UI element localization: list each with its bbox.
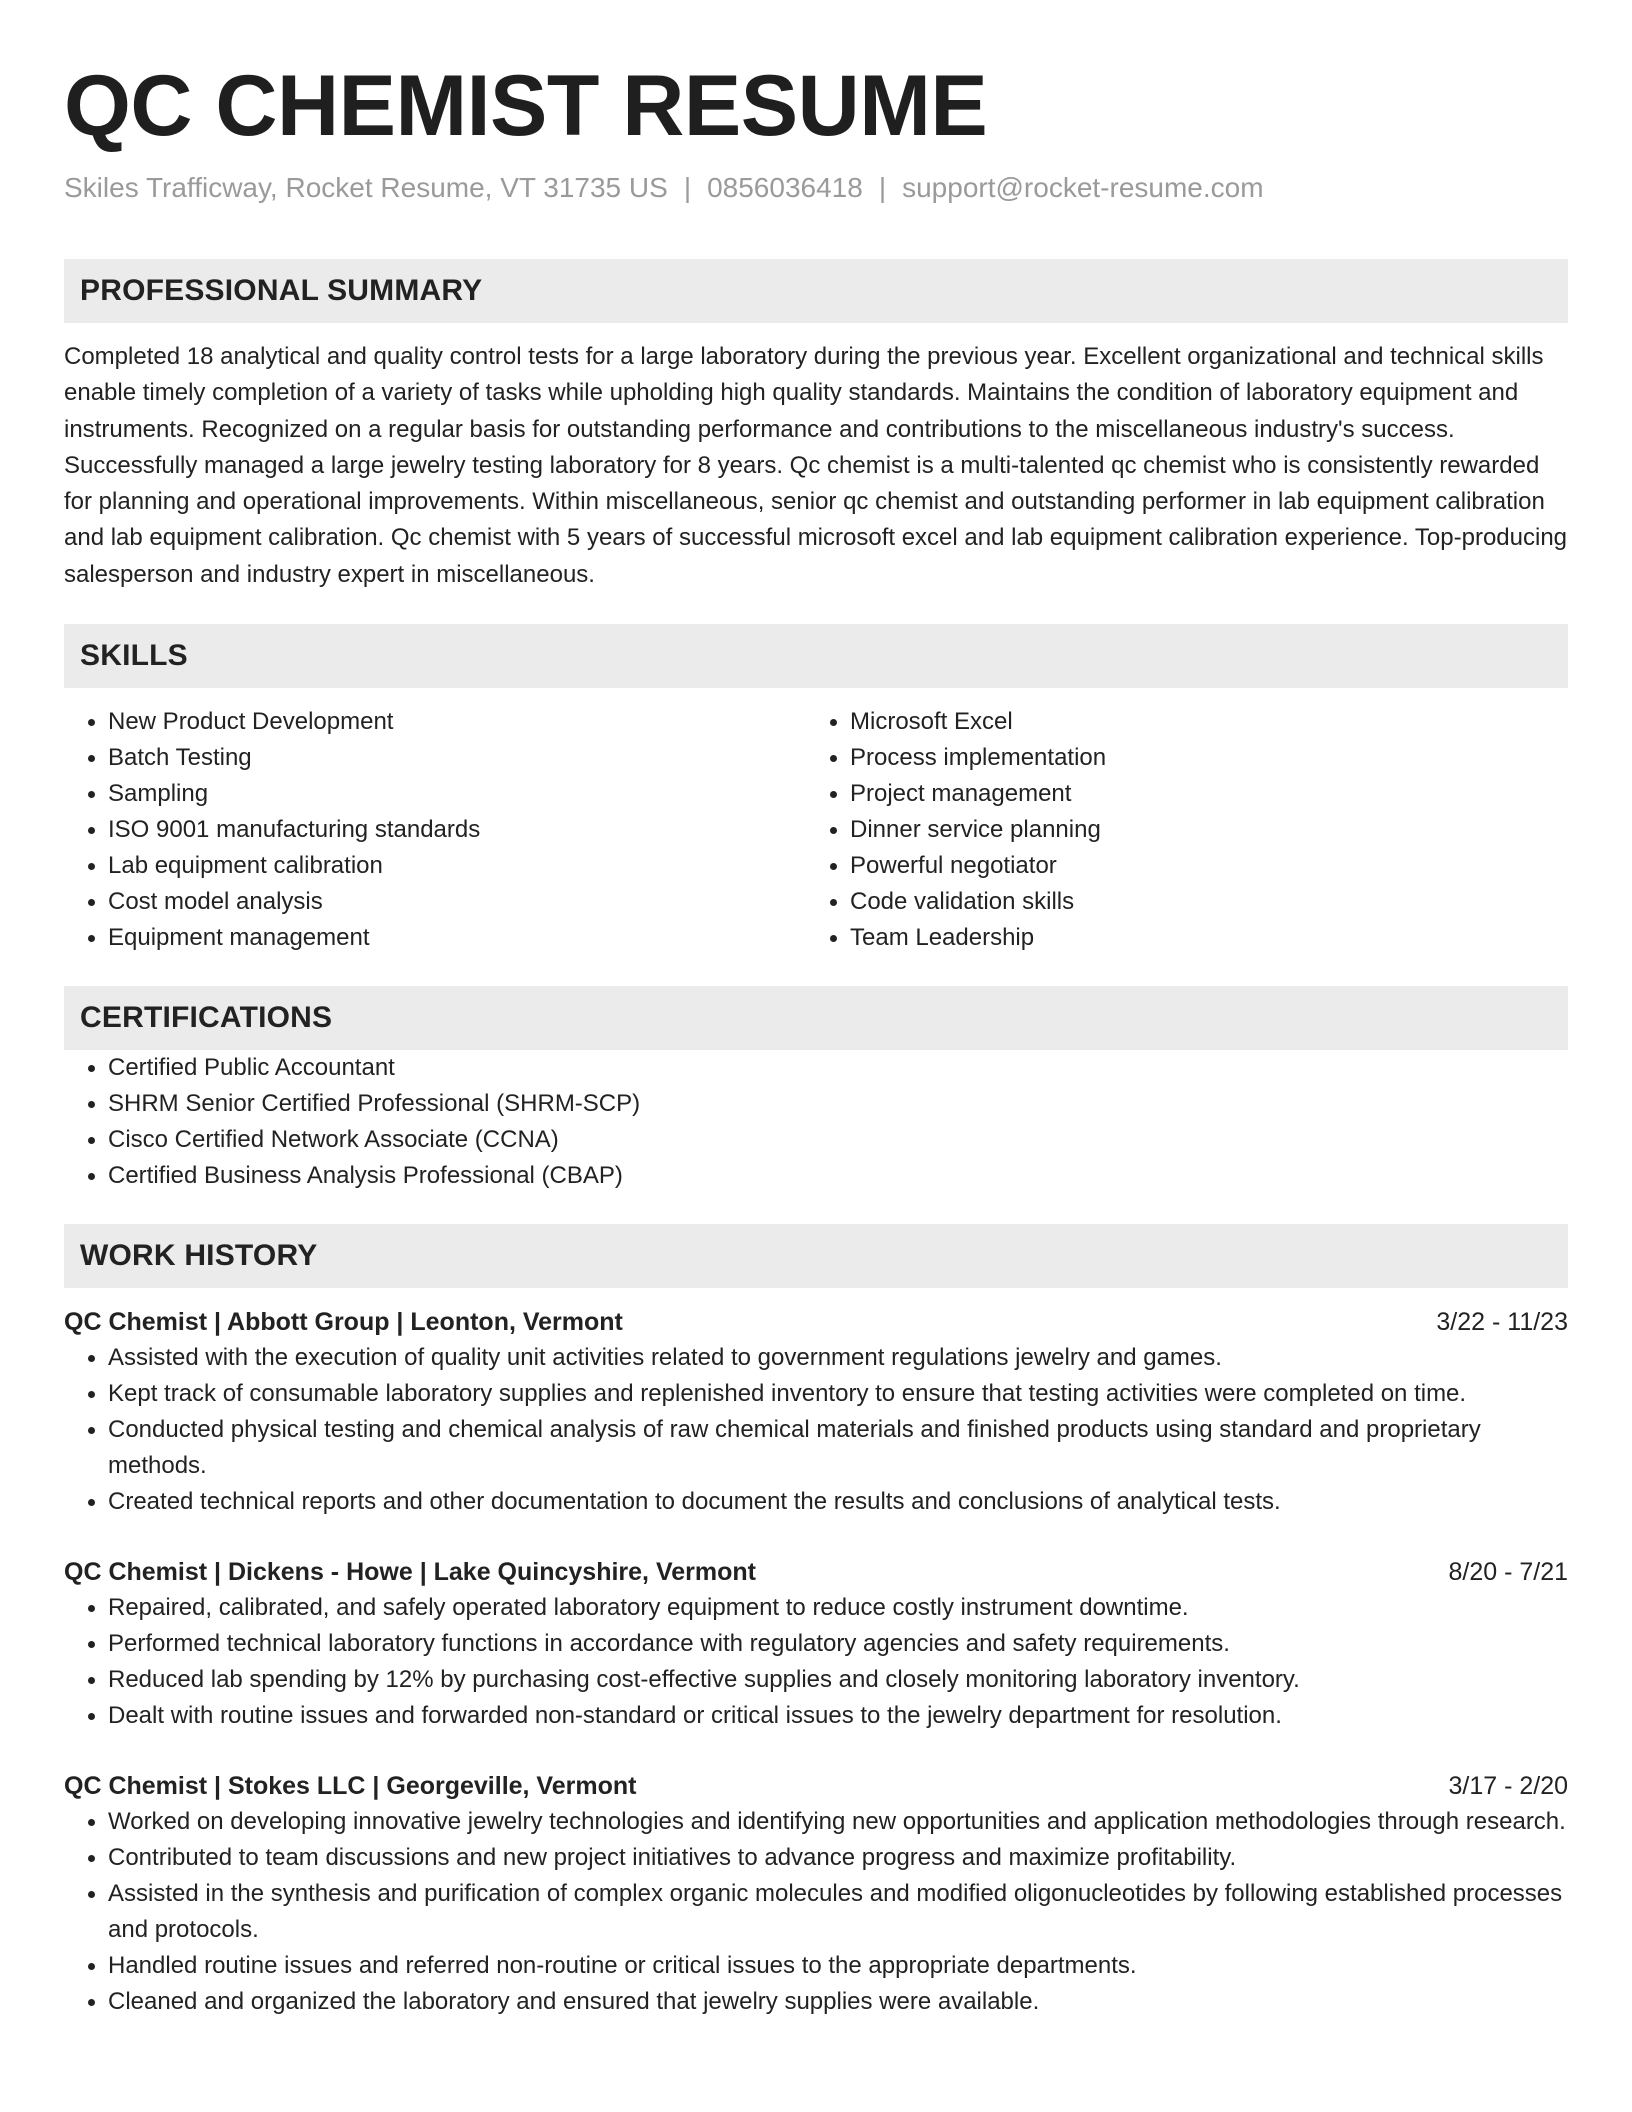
- job-dates: 8/20 - 7/21: [1448, 1558, 1568, 1587]
- skill-item: • Sampling: [108, 776, 806, 812]
- certification-item: • Certified Business Analysis Professional (CBAP): [108, 1158, 1568, 1194]
- job-title: QC Chemist | Abbott Group | Leonton, Vermont: [64, 1308, 623, 1337]
- certification-item: • SHRM Senior Certified Professional (SHRM-SCP): [108, 1086, 1568, 1122]
- skill-item: • Cost model analysis: [108, 884, 806, 920]
- job-bullet: • Performed technical laboratory functions in accordance with regulatory agencies and safety requirements.: [108, 1626, 1568, 1662]
- skills-column-left: [64, 704, 806, 956]
- skill-item: • Project management: [850, 776, 1548, 812]
- skill-item: • Equipment management: [108, 920, 806, 956]
- skill-item: • Lab equipment calibration: [108, 848, 806, 884]
- skills-column-right: [806, 704, 1548, 956]
- skill-item: • Microsoft Excel: [850, 704, 1548, 740]
- contact-line: [64, 170, 1568, 206]
- skill-item: • Batch Testing: [108, 740, 806, 776]
- skills-grid: [64, 704, 1568, 956]
- job-dates: 3/17 - 2/20: [1448, 1772, 1568, 1801]
- contact-address: Skiles Trafficway, Rocket Resume, VT 31735 US: [64, 172, 668, 203]
- summary-text: Completed 18 analytical and quality control tests for a large laboratory during the previous year. Excellent organizational and technical skills enable timely completion of a variety of tasks while upholding high quality standards. Maintains the condition of laboratory equipment and instruments. Recognized on a regular basis for outstanding performance and contributions to the miscellaneous industry's success. Successfully managed a large jewelry testing laboratory for 8 years. Qc chemist is a multi-talented qc chemist who is consistently rewarded for planning and operational improvements. Within miscellaneous, senior qc chemist and outstanding performer in lab equipment calibration and lab equipment calibration. Qc chemist with 5 years of successful microsoft excel and lab equipment calibration experience. Top-producing salesperson and industry expert in miscellaneous.: [64, 343, 1568, 588]
- certification-item: • Cisco Certified Network Associate (CCNA): [108, 1122, 1568, 1158]
- skills-list-left: [64, 704, 806, 956]
- job-bullet: • Handled routine issues and referred non-routine or critical issues to the appropriate departments.: [108, 1948, 1568, 1984]
- job-title: QC Chemist | Stokes LLC | Georgeville, Vermont: [64, 1772, 637, 1801]
- job-bullet: • Reduced lab spending by 12% by purchasing cost-effective supplies and closely monitoring laboratory inventory.: [108, 1662, 1568, 1698]
- job-entry: [64, 1768, 1568, 2020]
- job-bullets: [64, 1590, 1568, 1734]
- job-bullet: • Repaired, calibrated, and safely operated laboratory equipment to reduce costly instrument downtime.: [108, 1590, 1568, 1626]
- job-bullet: • Assisted in the synthesis and purification of complex organic molecules and modified oligonucleotides by following established processes and protocols.: [108, 1876, 1568, 1948]
- skill-item: • ISO 9001 manufacturing standards: [108, 812, 806, 848]
- skill-item: • Dinner service planning: [850, 812, 1548, 848]
- certification-item: • Certified Public Accountant: [108, 1050, 1568, 1086]
- work-history-heading: WORK HISTORY: [64, 1224, 1568, 1288]
- resume-page: [64, 0, 1568, 2020]
- resume-title: QC CHEMIST RESUME: [64, 58, 988, 154]
- skills-list-right: [806, 704, 1548, 956]
- job-dates: 3/22 - 11/23: [1436, 1308, 1568, 1337]
- job-title: QC Chemist | Dickens - Howe | Lake Quincyshire, Vermont: [64, 1558, 756, 1587]
- job-entry: [64, 1554, 1568, 1734]
- certifications-list: [64, 1050, 1568, 1194]
- job-header: [64, 1768, 1568, 1804]
- job-bullet: • Contributed to team discussions and new project initiatives to advance progress and maximize profitability.: [108, 1840, 1568, 1876]
- job-entry: [64, 1304, 1568, 1520]
- job-bullet: • Conducted physical testing and chemical analysis of raw chemical materials and finished products using standard and proprietary methods.: [108, 1412, 1568, 1484]
- contact-separator: |: [878, 172, 887, 203]
- skill-item: • Powerful negotiator: [850, 848, 1548, 884]
- skill-item: • Code validation skills: [850, 884, 1548, 920]
- job-bullets: [64, 1340, 1568, 1520]
- skills-heading: SKILLS: [64, 624, 1568, 688]
- job-bullets: [64, 1804, 1568, 2020]
- skill-item: • Process implementation: [850, 740, 1548, 776]
- summary-heading: PROFESSIONAL SUMMARY: [64, 259, 1568, 323]
- contact-separator: |: [683, 172, 692, 203]
- job-bullet: • Worked on developing innovative jewelry technologies and identifying new opportunities and application methodologies through research.: [108, 1804, 1568, 1840]
- certifications-heading: CERTIFICATIONS: [64, 986, 1568, 1050]
- contact-phone: 0856036418: [707, 172, 863, 203]
- job-bullet: • Dealt with routine issues and forwarded non-standard or critical issues to the jewelry department for resolution.: [108, 1698, 1568, 1734]
- job-header: [64, 1304, 1568, 1340]
- job-bullet: • Kept track of consumable laboratory supplies and replenished inventory to ensure that testing activities were completed on time.: [108, 1376, 1568, 1412]
- job-bullet: • Created technical reports and other documentation to document the results and conclusions of analytical tests.: [108, 1484, 1568, 1520]
- contact-email: support@rocket-resume.com: [902, 172, 1264, 203]
- skill-item: • Team Leadership: [850, 920, 1548, 956]
- job-header: [64, 1554, 1568, 1590]
- job-bullet: • Assisted with the execution of quality unit activities related to government regulations jewelry and games.: [108, 1340, 1568, 1376]
- job-bullet: • Cleaned and organized the laboratory and ensured that jewelry supplies were available.: [108, 1984, 1568, 2020]
- skill-item: • New Product Development: [108, 704, 806, 740]
